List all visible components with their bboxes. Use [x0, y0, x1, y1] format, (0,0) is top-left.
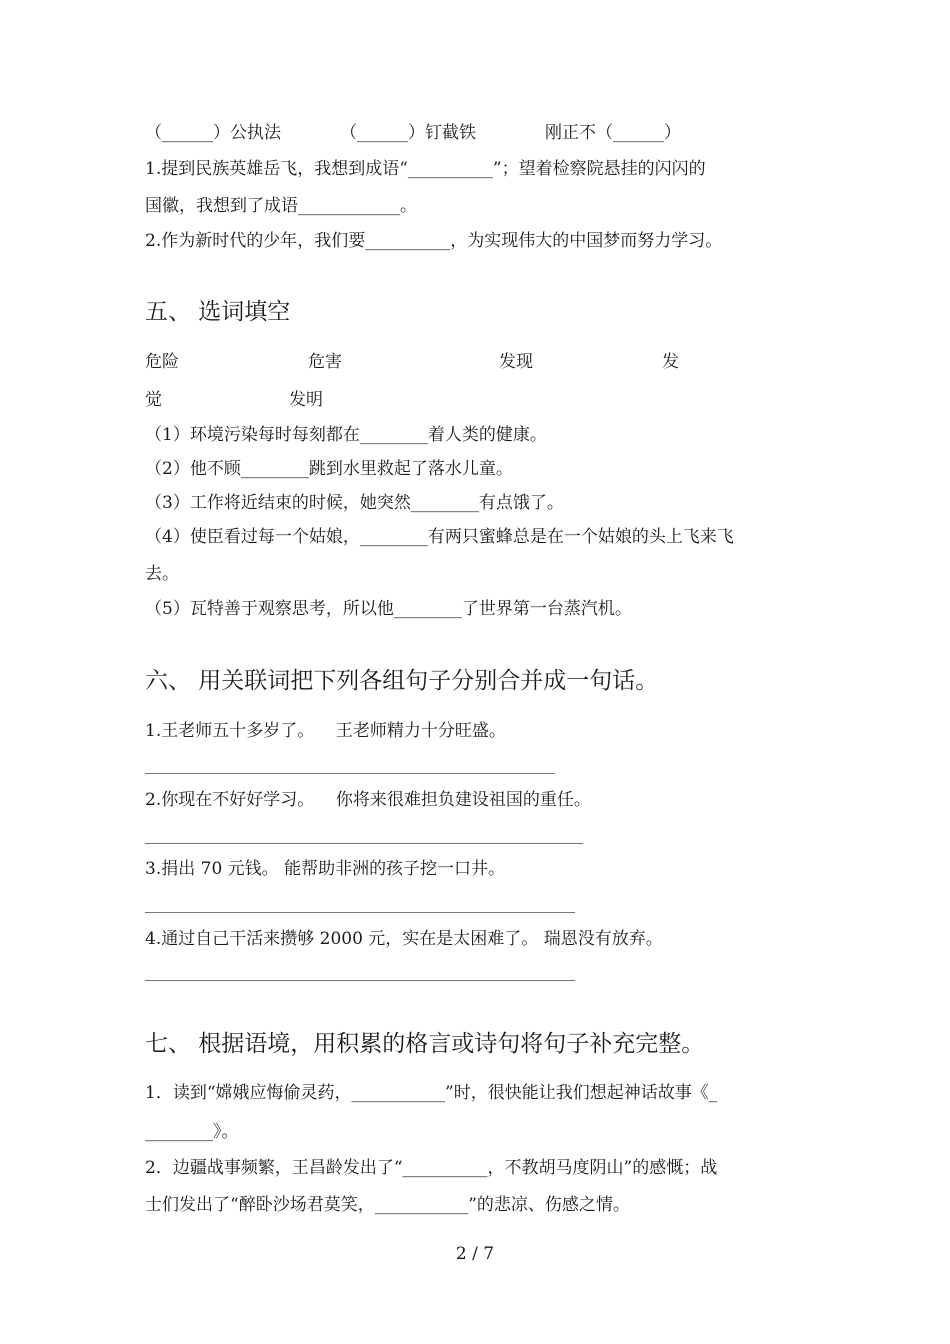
word-choice: 发现 [499, 352, 533, 372]
poem-item-1-line-1: 1．读到“嫦娥应悔偷灵药，___________”时，很快能让我们想起神话故事《_ [145, 1083, 718, 1103]
answer-line [145, 773, 555, 774]
section-7-heading: 七、 根据语境，用积累的格言或诗句将句子补充完整。 [145, 1031, 705, 1057]
fill-item-2: （2）他不顾________跳到水里救起了落水儿童。 [145, 459, 513, 479]
poem-item-2-line-1: 2．边疆战事频繁，王昌龄发出了“__________，不教胡马度阴山”的感慨；战 [145, 1158, 718, 1178]
fill-item-4: （4）使臣看过每一个姑娘，________有两只蜜蜂总是在一个姑娘的头上飞来飞 [145, 527, 734, 547]
fill-item-1: （1）环境污染每时每刻都在________着人类的健康。 [145, 425, 547, 445]
question-1-line-2: 国徽，我想到了成语____________。 [145, 196, 417, 216]
combine-item-3: 3.捐出 70 元钱。 能帮助非洲的孩子挖一口井。 [145, 859, 506, 879]
question-1-line-1: 1.提到民族英雄岳飞，我想到成语“__________”；望着检察院悬挂的闪闪的 [145, 159, 706, 179]
word-choice: 危险 [145, 352, 179, 372]
poem-item-2-line-2: 士们发出了“醉卧沙场君莫笑，___________”的悲凉、伤感之情。 [145, 1195, 630, 1215]
combine-item-2: 2.你现在不好好学习。 你将来很难担负建设祖国的重任。 [145, 790, 591, 810]
word-choice: 觉 [145, 390, 162, 410]
answer-line [145, 912, 575, 913]
question-2: 2.作为新时代的少年，我们要__________，为实现伟大的中国梦而努力学习。 [145, 231, 723, 251]
combine-item-4: 4.通过自己干活来攒够 2000 元，实在是太困难了。 瑞恩没有放弃。 [145, 929, 663, 949]
fill-item-5: （5）瓦特善于观察思考，所以他________了世界第一台蒸汽机。 [145, 599, 632, 619]
poem-item-1-line-2: ________》。 [145, 1122, 239, 1142]
section-6-heading: 六、 用关联词把下列各组句子分别合并成一句话。 [145, 668, 659, 694]
fill-item-4-cont: 去。 [145, 564, 179, 584]
word-choice: 发 [662, 352, 679, 372]
section-5-heading: 五、 选词填空 [145, 299, 291, 325]
idiom-blank-3: 刚正不（______） [545, 123, 681, 143]
combine-item-1: 1.王老师五十多岁了。 王老师精力十分旺盛。 [145, 721, 506, 741]
word-choice: 危害 [308, 352, 342, 372]
page-number: 2 / 7 [455, 1244, 495, 1264]
word-choice: 发明 [289, 390, 323, 410]
idiom-blank-2: （______）钉截铁 [340, 123, 476, 143]
fill-item-3: （3）工作将近结束的时候，她突然________有点饿了。 [145, 493, 564, 513]
answer-line [145, 843, 583, 844]
answer-line [145, 980, 575, 981]
idiom-blank-1: （______）公执法 [145, 123, 281, 143]
